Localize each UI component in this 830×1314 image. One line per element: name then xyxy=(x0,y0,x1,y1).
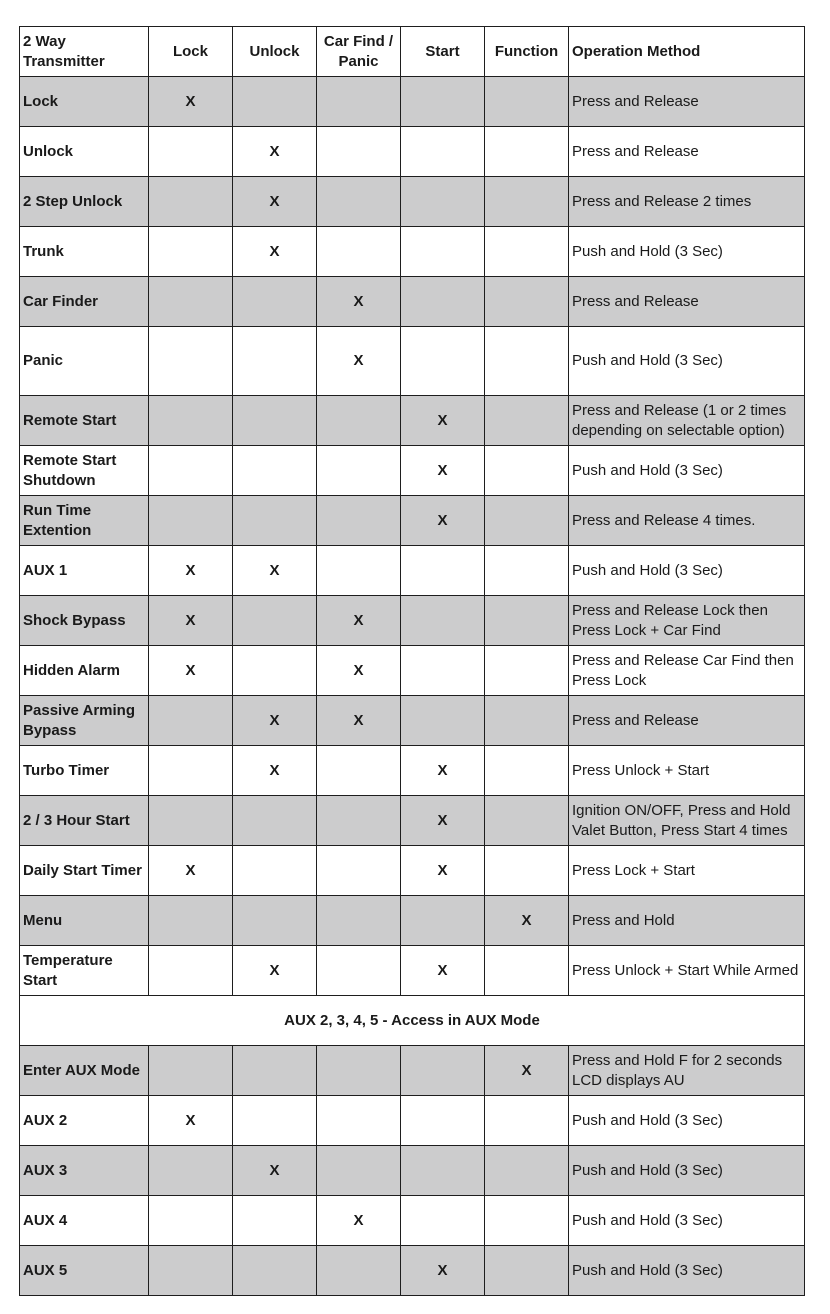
button-mark-cell xyxy=(485,127,569,177)
button-mark-cell xyxy=(317,1046,401,1096)
button-mark-cell: X xyxy=(317,696,401,746)
row-function-name: AUX 4 xyxy=(20,1196,149,1246)
button-mark-cell xyxy=(233,77,317,127)
operation-method-cell: Press and Hold xyxy=(569,896,805,946)
button-mark-cell xyxy=(485,946,569,996)
button-mark-cell xyxy=(485,1146,569,1196)
operation-method-cell: Press and Release 4 times. xyxy=(569,496,805,546)
button-mark-cell xyxy=(149,746,233,796)
button-mark-cell xyxy=(317,396,401,446)
button-mark-cell: X xyxy=(401,946,485,996)
operation-method-cell: Push and Hold (3 Sec) xyxy=(569,1246,805,1296)
button-mark-cell: X xyxy=(149,646,233,696)
button-mark-cell xyxy=(485,77,569,127)
button-mark-cell xyxy=(149,1046,233,1096)
button-mark-cell: X xyxy=(233,696,317,746)
row-function-name: Enter AUX Mode xyxy=(20,1046,149,1096)
table-row xyxy=(20,696,805,746)
button-mark-cell xyxy=(485,227,569,277)
table-row xyxy=(20,277,805,327)
button-mark-cell xyxy=(233,327,317,396)
header-unlock: Unlock xyxy=(233,27,317,77)
button-mark-cell: X xyxy=(317,1196,401,1246)
button-mark-cell xyxy=(401,327,485,396)
row-function-name: Menu xyxy=(20,896,149,946)
button-mark-cell xyxy=(149,446,233,496)
row-function-name: Remote Start xyxy=(20,396,149,446)
operations-table-page xyxy=(19,26,804,1296)
table-row xyxy=(20,396,805,446)
row-function-name: Hidden Alarm xyxy=(20,646,149,696)
button-mark-cell: X xyxy=(401,396,485,446)
header-function: Function xyxy=(485,27,569,77)
operation-method-cell: Push and Hold (3 Sec) xyxy=(569,1146,805,1196)
button-mark-cell xyxy=(485,746,569,796)
button-mark-cell xyxy=(149,796,233,846)
button-mark-cell: X xyxy=(149,77,233,127)
button-mark-cell xyxy=(233,846,317,896)
button-mark-cell xyxy=(233,396,317,446)
button-mark-cell xyxy=(401,546,485,596)
button-mark-cell xyxy=(401,277,485,327)
button-mark-cell xyxy=(149,496,233,546)
button-mark-cell xyxy=(149,696,233,746)
button-mark-cell xyxy=(317,1246,401,1296)
header-lock: Lock xyxy=(149,27,233,77)
operation-method-cell: Press and Release xyxy=(569,277,805,327)
button-mark-cell xyxy=(233,596,317,646)
operation-method-cell: Press and Hold F for 2 seconds LCD displays AU xyxy=(569,1046,805,1096)
button-mark-cell: X xyxy=(233,127,317,177)
row-function-name: AUX 1 xyxy=(20,546,149,596)
operation-method-cell: Push and Hold (3 Sec) xyxy=(569,546,805,596)
table-row xyxy=(20,796,805,846)
button-mark-cell xyxy=(317,746,401,796)
button-mark-cell xyxy=(317,177,401,227)
button-mark-cell: X xyxy=(233,946,317,996)
button-mark-cell xyxy=(233,896,317,946)
row-function-name: Daily Start Timer xyxy=(20,846,149,896)
button-mark-cell: X xyxy=(401,846,485,896)
operation-method-cell: Press and Release Lock then Press Lock + Car Find xyxy=(569,596,805,646)
operation-method-cell: Press and Release (1 or 2 times depending on selectable option) xyxy=(569,396,805,446)
header-start: Start xyxy=(401,27,485,77)
button-mark-cell xyxy=(317,127,401,177)
button-mark-cell: X xyxy=(401,746,485,796)
button-mark-cell xyxy=(485,446,569,496)
button-mark-cell: X xyxy=(149,846,233,896)
button-mark-cell xyxy=(149,277,233,327)
button-mark-cell xyxy=(485,1246,569,1296)
table-row xyxy=(20,496,805,546)
button-mark-cell xyxy=(485,1096,569,1146)
button-mark-cell: X xyxy=(233,546,317,596)
button-mark-cell: X xyxy=(317,646,401,696)
button-mark-cell xyxy=(149,177,233,227)
operation-method-cell: Press and Release Car Find then Press Lock xyxy=(569,646,805,696)
button-mark-cell xyxy=(317,227,401,277)
button-mark-cell: X xyxy=(485,896,569,946)
button-mark-cell xyxy=(401,646,485,696)
row-function-name: Temperature Start xyxy=(20,946,149,996)
button-mark-cell xyxy=(485,846,569,896)
button-mark-cell xyxy=(485,396,569,446)
button-mark-cell xyxy=(317,496,401,546)
row-function-name: Turbo Timer xyxy=(20,746,149,796)
row-function-name: Trunk xyxy=(20,227,149,277)
row-function-name: 2 / 3 Hour Start xyxy=(20,796,149,846)
row-function-name: Run Time Extention xyxy=(20,496,149,546)
table-row xyxy=(20,227,805,277)
button-mark-cell xyxy=(401,1096,485,1146)
button-mark-cell xyxy=(485,646,569,696)
button-mark-cell: X xyxy=(485,1046,569,1096)
row-function-name: AUX 2 xyxy=(20,1096,149,1146)
button-mark-cell: X xyxy=(149,1096,233,1146)
button-mark-cell xyxy=(317,846,401,896)
button-mark-cell: X xyxy=(233,227,317,277)
button-mark-cell: X xyxy=(233,1146,317,1196)
button-mark-cell xyxy=(149,1196,233,1246)
button-mark-cell: X xyxy=(149,596,233,646)
button-mark-cell xyxy=(401,227,485,277)
table-row xyxy=(20,327,805,396)
button-mark-cell xyxy=(149,396,233,446)
row-function-name: Lock xyxy=(20,77,149,127)
button-mark-cell xyxy=(149,227,233,277)
operation-method-cell: Press Unlock + Start xyxy=(569,746,805,796)
operation-method-cell: Press Unlock + Start While Armed xyxy=(569,946,805,996)
operation-method-cell: Push and Hold (3 Sec) xyxy=(569,446,805,496)
transmitter-operations-table xyxy=(19,26,805,1296)
button-mark-cell xyxy=(233,1096,317,1146)
button-mark-cell xyxy=(149,946,233,996)
table-row xyxy=(20,1246,805,1296)
button-mark-cell xyxy=(233,277,317,327)
button-mark-cell xyxy=(317,1096,401,1146)
button-mark-cell xyxy=(401,77,485,127)
button-mark-cell xyxy=(317,946,401,996)
button-mark-cell xyxy=(317,1146,401,1196)
header-row xyxy=(20,27,805,77)
button-mark-cell xyxy=(233,1196,317,1246)
row-function-name: AUX 3 xyxy=(20,1146,149,1196)
table-row xyxy=(20,1196,805,1246)
row-function-name: 2 Step Unlock xyxy=(20,177,149,227)
button-mark-cell xyxy=(317,796,401,846)
button-mark-cell xyxy=(485,1196,569,1246)
button-mark-cell: X xyxy=(401,1246,485,1296)
table-row xyxy=(20,1146,805,1196)
button-mark-cell xyxy=(485,796,569,846)
button-mark-cell xyxy=(401,127,485,177)
table-row xyxy=(20,77,805,127)
row-function-name: Car Finder xyxy=(20,277,149,327)
operation-method-cell: Push and Hold (3 Sec) xyxy=(569,1096,805,1146)
button-mark-cell xyxy=(233,646,317,696)
button-mark-cell: X xyxy=(401,446,485,496)
button-mark-cell xyxy=(485,177,569,227)
header-car-find-panic: Car Find / Panic xyxy=(317,27,401,77)
button-mark-cell xyxy=(317,546,401,596)
button-mark-cell xyxy=(233,1046,317,1096)
button-mark-cell xyxy=(149,896,233,946)
operation-method-cell: Press and Release xyxy=(569,696,805,746)
button-mark-cell xyxy=(401,696,485,746)
button-mark-cell xyxy=(401,177,485,227)
table-row xyxy=(20,446,805,496)
button-mark-cell xyxy=(233,1246,317,1296)
button-mark-cell xyxy=(485,596,569,646)
button-mark-cell xyxy=(485,696,569,746)
button-mark-cell: X xyxy=(149,546,233,596)
button-mark-cell xyxy=(233,496,317,546)
button-mark-cell: X xyxy=(317,277,401,327)
row-function-name: Shock Bypass xyxy=(20,596,149,646)
button-mark-cell xyxy=(485,327,569,396)
button-mark-cell: X xyxy=(233,177,317,227)
button-mark-cell xyxy=(317,77,401,127)
button-mark-cell xyxy=(149,127,233,177)
table-row xyxy=(20,896,805,946)
button-mark-cell: X xyxy=(317,596,401,646)
section-row xyxy=(20,996,805,1046)
button-mark-cell: X xyxy=(233,746,317,796)
row-function-name: AUX 5 xyxy=(20,1246,149,1296)
operation-method-cell: Push and Hold (3 Sec) xyxy=(569,227,805,277)
button-mark-cell xyxy=(233,796,317,846)
button-mark-cell xyxy=(149,327,233,396)
table-row xyxy=(20,177,805,227)
button-mark-cell: X xyxy=(401,796,485,846)
header-transmitter: 2 Way Transmitter xyxy=(20,27,149,77)
button-mark-cell xyxy=(317,446,401,496)
button-mark-cell xyxy=(401,896,485,946)
button-mark-cell xyxy=(149,1146,233,1196)
operation-method-cell: Ignition ON/OFF, Press and Hold Valet Button, Press Start 4 times xyxy=(569,796,805,846)
button-mark-cell: X xyxy=(401,496,485,546)
table-row xyxy=(20,546,805,596)
table-row xyxy=(20,127,805,177)
button-mark-cell xyxy=(401,1046,485,1096)
operation-method-cell: Push and Hold (3 Sec) xyxy=(569,327,805,396)
operation-method-cell: Push and Hold (3 Sec) xyxy=(569,1196,805,1246)
row-function-name: Remote Start Shutdown xyxy=(20,446,149,496)
table-row xyxy=(20,846,805,896)
button-mark-cell xyxy=(485,496,569,546)
table-row xyxy=(20,1046,805,1096)
section-title: AUX 2, 3, 4, 5 - Access in AUX Mode xyxy=(20,996,805,1046)
operation-method-cell: Press and Release xyxy=(569,77,805,127)
header-operation-method: Operation Method xyxy=(569,27,805,77)
table-row xyxy=(20,646,805,696)
button-mark-cell xyxy=(485,546,569,596)
row-function-name: Passive Arming Bypass xyxy=(20,696,149,746)
button-mark-cell xyxy=(317,896,401,946)
table-row xyxy=(20,596,805,646)
button-mark-cell xyxy=(485,277,569,327)
button-mark-cell: X xyxy=(317,327,401,396)
button-mark-cell xyxy=(233,446,317,496)
table-row xyxy=(20,746,805,796)
table-row xyxy=(20,1096,805,1146)
button-mark-cell xyxy=(401,1196,485,1246)
operation-method-cell: Press Lock + Start xyxy=(569,846,805,896)
button-mark-cell xyxy=(401,596,485,646)
row-function-name: Unlock xyxy=(20,127,149,177)
button-mark-cell xyxy=(149,1246,233,1296)
row-function-name: Panic xyxy=(20,327,149,396)
button-mark-cell xyxy=(401,1146,485,1196)
table-row xyxy=(20,946,805,996)
operation-method-cell: Press and Release 2 times xyxy=(569,177,805,227)
operation-method-cell: Press and Release xyxy=(569,127,805,177)
